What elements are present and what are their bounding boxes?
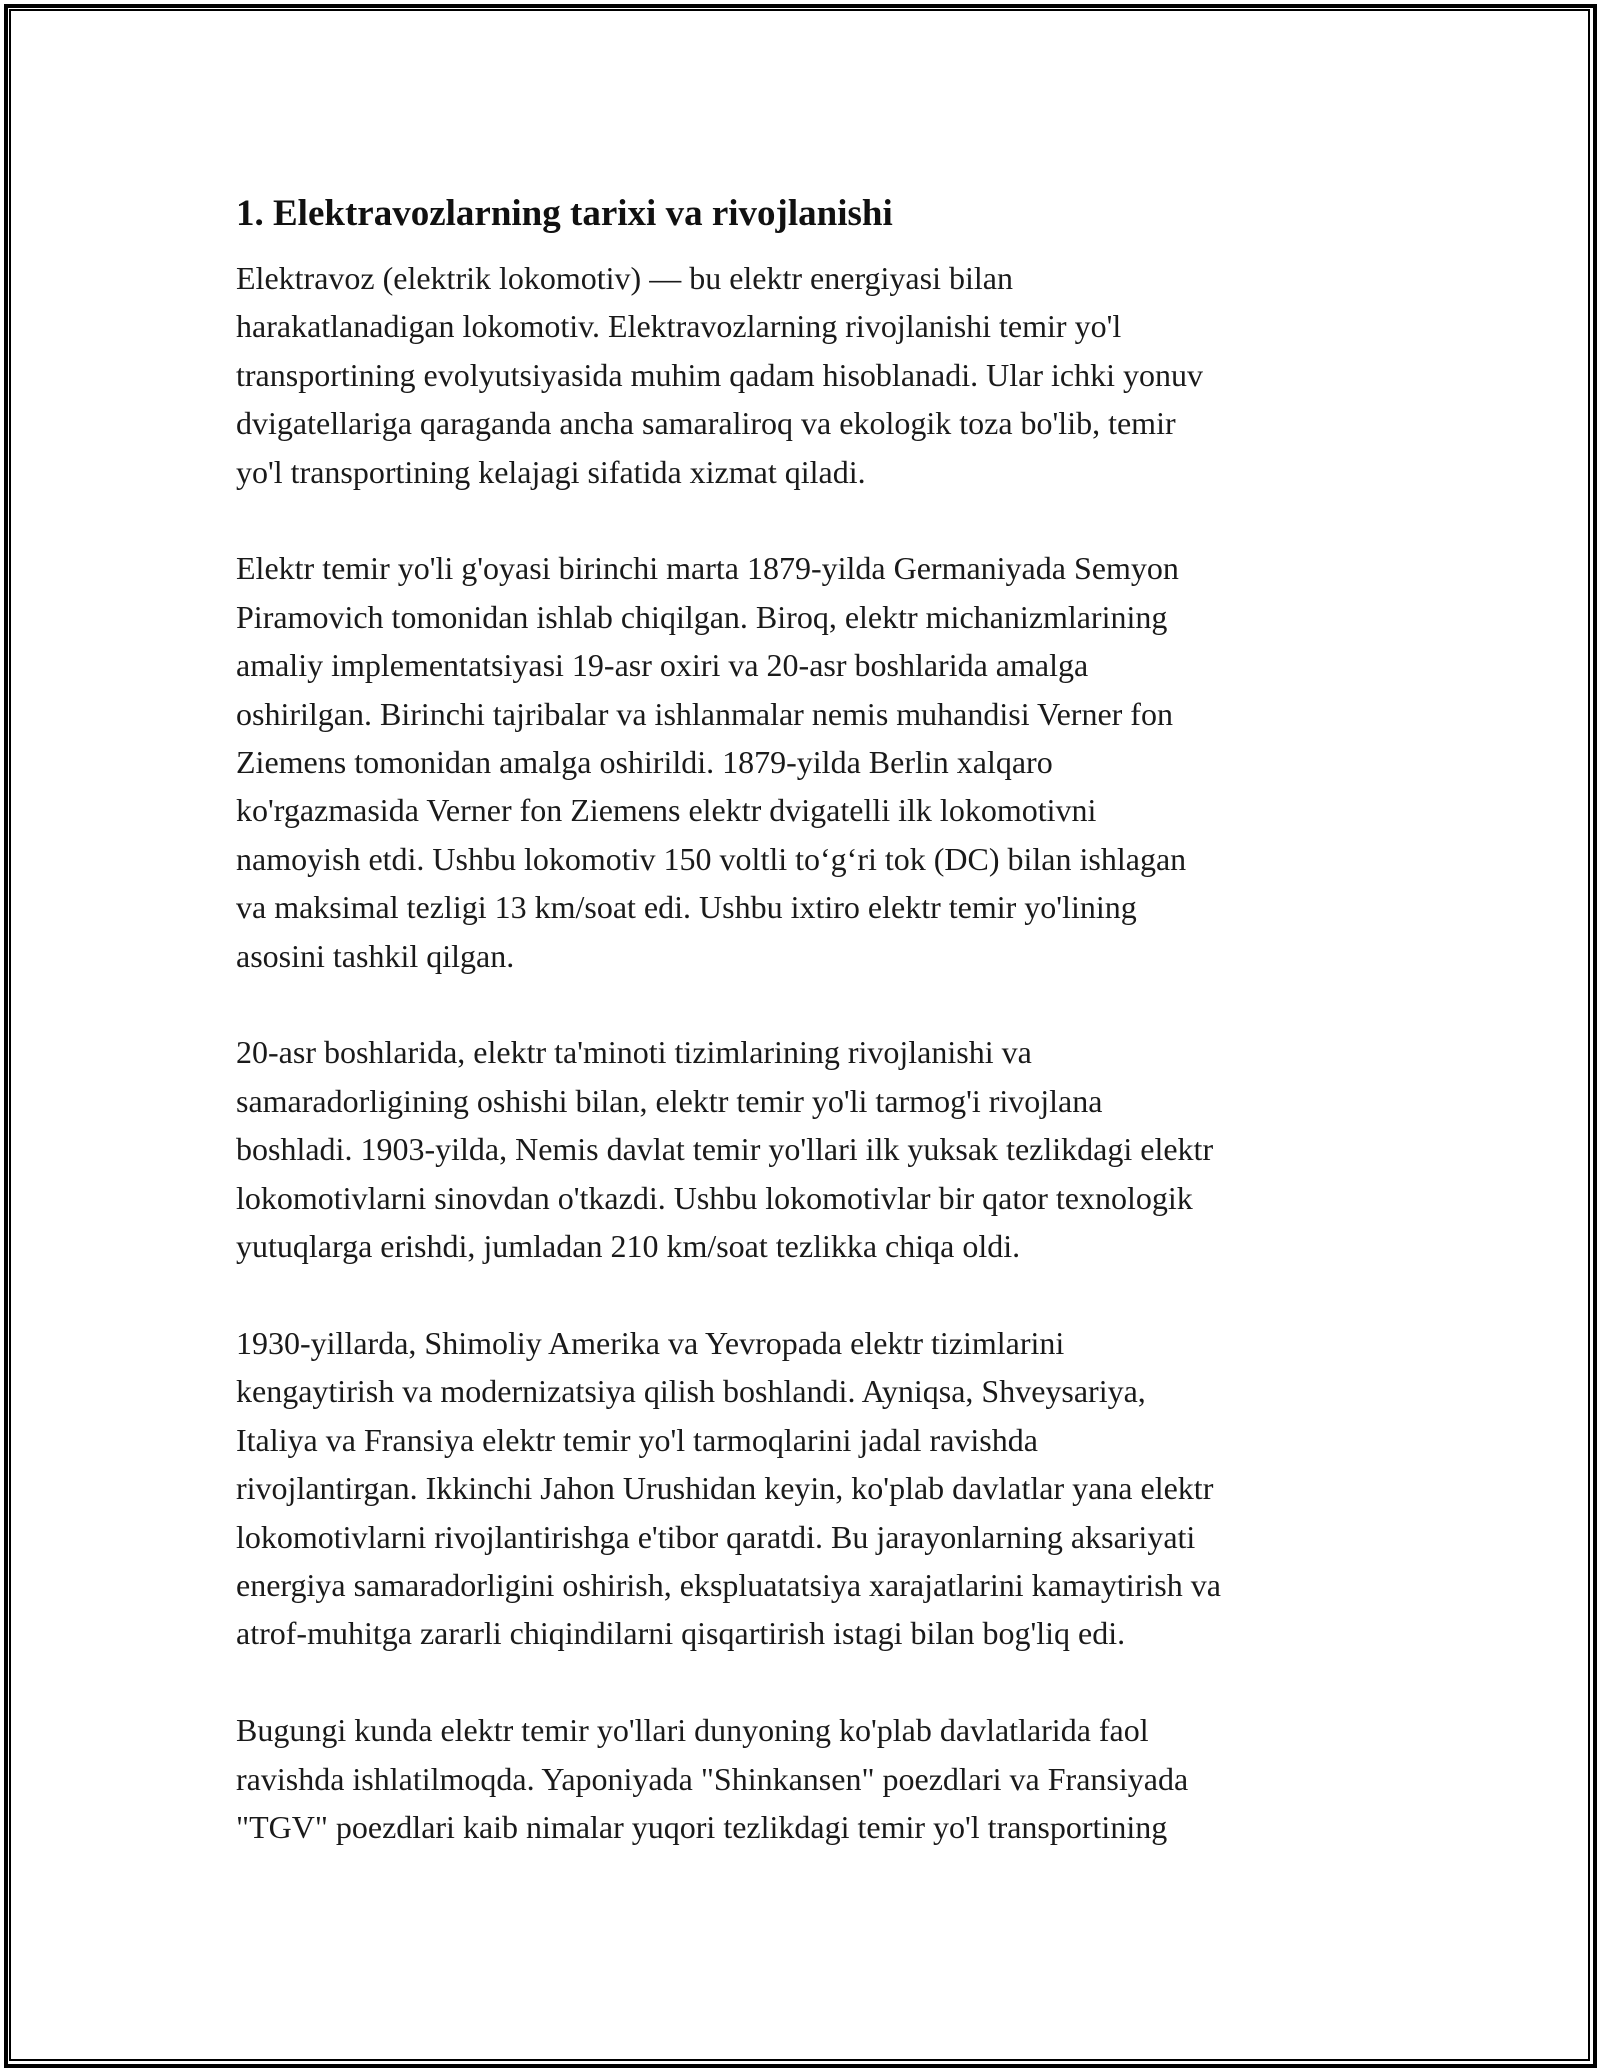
paragraph-line: ravishda ishlatilmoqda. Yaponiyada "Shinkansen" poezdlari va Fransiyada (236, 1760, 1189, 1797)
paragraph-line: harakatlanadigan lokomotiv. Elektravozlarning rivojlanishi temir yo'l (236, 308, 1122, 345)
paragraph-line: transportining evolyutsiyasida muhim qadam hisoblanadi. Ular ichki yonuv (236, 356, 1203, 393)
paragraph-1930s (236, 1319, 1366, 1658)
paragraph-20th-century (236, 1028, 1366, 1270)
paragraph-line: namoyish etdi. Ushbu lokomotiv 150 voltli to‘g‘ri tok (DC) bilan ishlagan (236, 840, 1187, 877)
paragraph-today (236, 1706, 1366, 1851)
paragraph-line: asosini tashkil qilgan. (236, 937, 515, 974)
paragraph-line: 1930-yillarda, Shimoliy Amerika va Yevropada elektr tizimlarini (236, 1324, 1065, 1361)
paragraph-line: oshirilgan. Birinchi tajribalar va ishlanmalar nemis muhandisi Verner fon (236, 695, 1173, 732)
paragraph-line: yo'l transportining kelajagi sifatida xizmat qiladi. (236, 453, 866, 490)
paragraph-line: Bugungi kunda elektr temir yo'llari dunyoning ko'plab davlatlarida faol (236, 1712, 1149, 1749)
paragraph-line: kengaytirish va modernizatsiya qilish boshlandi. Ayniqsa, Shveysariya, (236, 1373, 1146, 1410)
paragraph-line: dvigatellariga qaraganda ancha samaraliroq va ekologik toza bo'lib, temir (236, 405, 1176, 442)
paragraph-line: amaliy implementatsiyasi 19-asr oxiri va 20-asr boshlarida amalga (236, 647, 1089, 684)
paragraph-line: boshladi. 1903-yilda, Nemis davlat temir yo'llari ilk yuksak tezlikdagi elektr (236, 1131, 1214, 1168)
paragraph-line: Ziemens tomonidan amalga oshirildi. 1879-yilda Berlin xalqaro (236, 744, 1053, 781)
paragraph-line: samaradorligining oshishi bilan, elektr temir yo'li tarmog'i rivojlana (236, 1082, 1103, 1119)
paragraph-line: atrof-muhitga zararli chiqindilarni qisqartirish istagi bilan bog'liq edi. (236, 1615, 1126, 1652)
paragraph-line: yutuqlarga erishdi, jumladan 210 km/soat tezlikka chiqa oldi. (236, 1228, 1021, 1265)
paragraph-line: Italiya va Fransiya elektr temir yo'l tarmoqlarini jadal ravishda (236, 1421, 1038, 1458)
paragraph-line: "TGV" poezdlari kaib nimalar yuqori tezlikdagi temir yo'l transportining (236, 1808, 1168, 1845)
paragraph-line: rivojlantirgan. Ikkinchi Jahon Urushidan keyin, ko'plab davlatlar yana elektr (236, 1470, 1214, 1507)
paragraph-intro (236, 254, 1366, 496)
document-body (236, 188, 1366, 1900)
paragraph-history-1879 (236, 544, 1366, 980)
section-heading: 1. Elektravozlarning tarixi va rivojlanishi (236, 193, 893, 234)
paragraph-line: Elektr temir yo'li g'oyasi birinchi marta 1879-yilda Germaniyada Semyon (236, 550, 1179, 587)
paragraph-line: energiya samaradorligini oshirish, ekspluatatsiya xarajatlarini kamaytirish va (236, 1566, 1221, 1603)
paragraph-line: lokomotivlarni sinovdan o'tkazdi. Ushbu lokomotivlar bir qator texnologik (236, 1179, 1193, 1216)
paragraph-line: Elektravoz (elektrik lokomotiv) — bu elektr energiyasi bilan (236, 260, 1013, 296)
paragraph-line: va maksimal tezligi 13 km/soat edi. Ushbu ixtiro elektr temir yo'lining (236, 889, 1137, 926)
paragraph-line: 20-asr boshlarida, elektr ta'minoti tizimlarining rivojlanishi va (236, 1034, 1032, 1071)
paragraph-line: Piramovich tomonidan ishlab chiqilgan. Biroq, elektr michanizmlarining (236, 598, 1168, 635)
paragraph-line: ko'rgazmasida Verner fon Ziemens elektr dvigatelli ilk lokomotivni (236, 792, 1097, 829)
paragraph-line: lokomotivlarni rivojlantirishga e'tibor qaratdi. Bu jarayonlarning aksariyati (236, 1518, 1196, 1555)
